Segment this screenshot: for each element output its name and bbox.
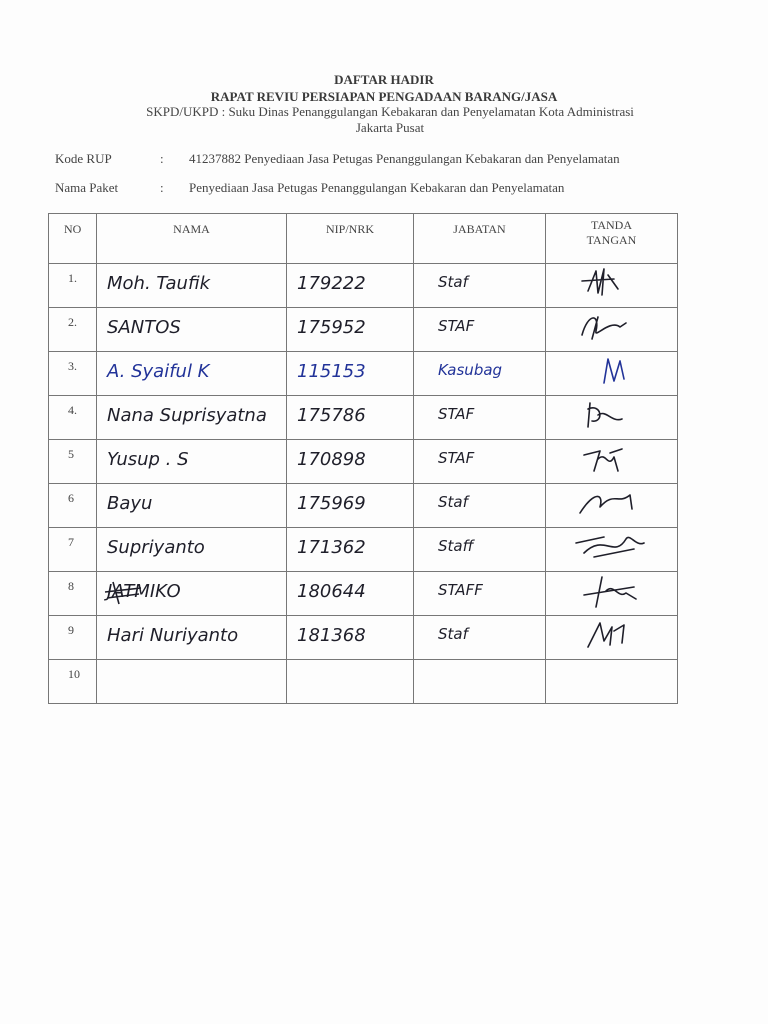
table-row — [49, 616, 678, 660]
nip-cell — [287, 572, 414, 616]
nip-cell — [287, 528, 414, 572]
table-header-row — [49, 214, 678, 264]
signature-cell — [546, 440, 678, 484]
document-subtitle: RAPAT REVIU PERSIAPAN PENGADAAN BARANG/JASA — [210, 89, 558, 104]
nama-handwriting: A. Syaiful K — [107, 361, 210, 382]
jabatan-cell — [414, 484, 546, 528]
jabatan-cell — [414, 616, 546, 660]
row-number: 9 — [49, 616, 97, 660]
signature-mark — [546, 484, 678, 520]
row-number: 3. — [49, 352, 97, 396]
jabatan-handwriting: STAF — [438, 449, 475, 467]
jabatan-cell — [414, 264, 546, 308]
nip-cell — [287, 308, 414, 352]
signature-cell — [546, 352, 678, 396]
table-row — [49, 396, 678, 440]
kode-rup-colon: : — [160, 151, 164, 166]
nip-cell — [287, 264, 414, 308]
signature-mark — [546, 396, 678, 432]
nip-cell — [287, 352, 414, 396]
nama-handwriting: Nana Suprisyatna — [107, 405, 267, 426]
signature-mark — [546, 616, 678, 652]
row-number: 5 — [49, 440, 97, 484]
jabatan-cell — [414, 308, 546, 352]
unit-info — [60, 104, 720, 136]
nama-handwriting: Yusup . S — [107, 449, 189, 470]
signature-cell — [546, 484, 678, 528]
col-header-tanda-tangan — [546, 214, 678, 264]
jabatan-handwriting: STAFF — [438, 581, 483, 599]
nama-cell — [97, 616, 287, 660]
row-number: 4. — [49, 396, 97, 440]
signature-cell — [546, 396, 678, 440]
kode-rup-value: 41237882 Penyediaan Jasa Petugas Penanggulangan Kebakaran dan Penyelamatan — [189, 151, 620, 166]
jabatan-handwriting: Staf — [438, 273, 468, 291]
nama-paket-label: Nama Paket — [55, 180, 119, 195]
nama-cell — [97, 484, 287, 528]
signature-mark — [546, 308, 678, 344]
nama-handwriting: Bayu — [107, 493, 153, 514]
table-row — [49, 440, 678, 484]
jabatan-handwriting: Staf — [438, 493, 468, 511]
document-title: DAFTAR HADIR — [334, 72, 434, 87]
table-row — [49, 660, 678, 704]
jabatan-handwriting: STAF — [438, 317, 475, 335]
col-header-jabatan: JABATAN — [414, 214, 546, 264]
nip-cell — [287, 616, 414, 660]
attendance-table — [48, 213, 678, 704]
jabatan-cell — [414, 572, 546, 616]
strikethrough-mark — [101, 572, 151, 608]
kode-rup-label: Kode RUP — [55, 151, 112, 166]
nip-handwriting: 115153 — [297, 361, 366, 382]
table-row — [49, 528, 678, 572]
nama-handwriting: Moh. Taufik — [107, 273, 210, 294]
signature-mark — [546, 264, 678, 300]
nip-cell — [287, 484, 414, 528]
row-number: 1. — [49, 264, 97, 308]
table-row — [49, 308, 678, 352]
jabatan-cell — [414, 528, 546, 572]
table-row — [49, 572, 678, 616]
signature-mark — [546, 440, 678, 476]
row-number: 8 — [49, 572, 97, 616]
nip-handwriting: 180644 — [297, 581, 366, 602]
jabatan-cell — [414, 440, 546, 484]
nip-handwriting: 175952 — [297, 317, 366, 338]
signature-cell — [546, 660, 678, 704]
nip-handwriting: 175786 — [297, 405, 366, 426]
nama-cell — [97, 264, 287, 308]
nama-cell — [97, 352, 287, 396]
nip-handwriting: 179222 — [297, 273, 366, 294]
signature-cell — [546, 528, 678, 572]
nip-cell — [287, 440, 414, 484]
nip-handwriting: 175969 — [297, 493, 366, 514]
nama-paket-value: Penyediaan Jasa Petugas Penanggulangan Kebakaran dan Penyelamatan — [189, 180, 565, 195]
table-row — [49, 264, 678, 308]
signature-cell — [546, 616, 678, 660]
jabatan-handwriting: STAF — [438, 405, 475, 423]
jabatan-cell — [414, 396, 546, 440]
nama-cell — [97, 572, 287, 616]
col-header-no: NO — [49, 214, 97, 264]
nama-handwriting: Hari Nuriyanto — [107, 625, 239, 646]
jabatan-handwriting: Staff — [438, 537, 474, 555]
row-number: 6 — [49, 484, 97, 528]
signature-mark — [546, 528, 678, 564]
table-row — [49, 352, 678, 396]
nip-handwriting: 181368 — [297, 625, 366, 646]
nip-handwriting: 171362 — [297, 537, 366, 558]
nama-cell — [97, 440, 287, 484]
row-number: 10 — [49, 660, 97, 704]
nama-handwriting: SANTOS — [107, 317, 181, 338]
nama-cell — [97, 660, 287, 704]
signature-cell — [546, 308, 678, 352]
nama-handwriting: Supriyanto — [107, 537, 205, 558]
nama-cell — [97, 308, 287, 352]
signature-cell — [546, 572, 678, 616]
signature-mark — [546, 572, 678, 608]
nip-cell — [287, 396, 414, 440]
jabatan-handwriting: Staf — [438, 625, 468, 643]
jabatan-handwriting: Kasubag — [438, 361, 503, 379]
nama-cell — [97, 528, 287, 572]
nama-cell — [97, 396, 287, 440]
signature-cell — [546, 264, 678, 308]
signature-mark — [546, 352, 678, 388]
jabatan-cell — [414, 352, 546, 396]
nama-handwriting: JATMIKO — [107, 581, 181, 602]
nip-handwriting: 170898 — [297, 449, 366, 470]
table-row — [49, 484, 678, 528]
nip-cell — [287, 660, 414, 704]
col-header-nip: NIP/NRK — [287, 214, 414, 264]
unit-line-1: SKPD/UKPD : Suku Dinas Penanggulangan Kebakaran dan Penyelamatan Kota Administrasi — [146, 104, 634, 119]
col-header-nama: NAMA — [97, 214, 287, 264]
row-number: 7 — [49, 528, 97, 572]
unit-line-2: Jakarta Pusat — [355, 120, 425, 135]
nama-paket-colon: : — [160, 180, 164, 195]
col-header-tanda-tangan-text: TANDA TANGAN — [586, 218, 637, 247]
row-number: 2. — [49, 308, 97, 352]
jabatan-cell — [414, 660, 546, 704]
